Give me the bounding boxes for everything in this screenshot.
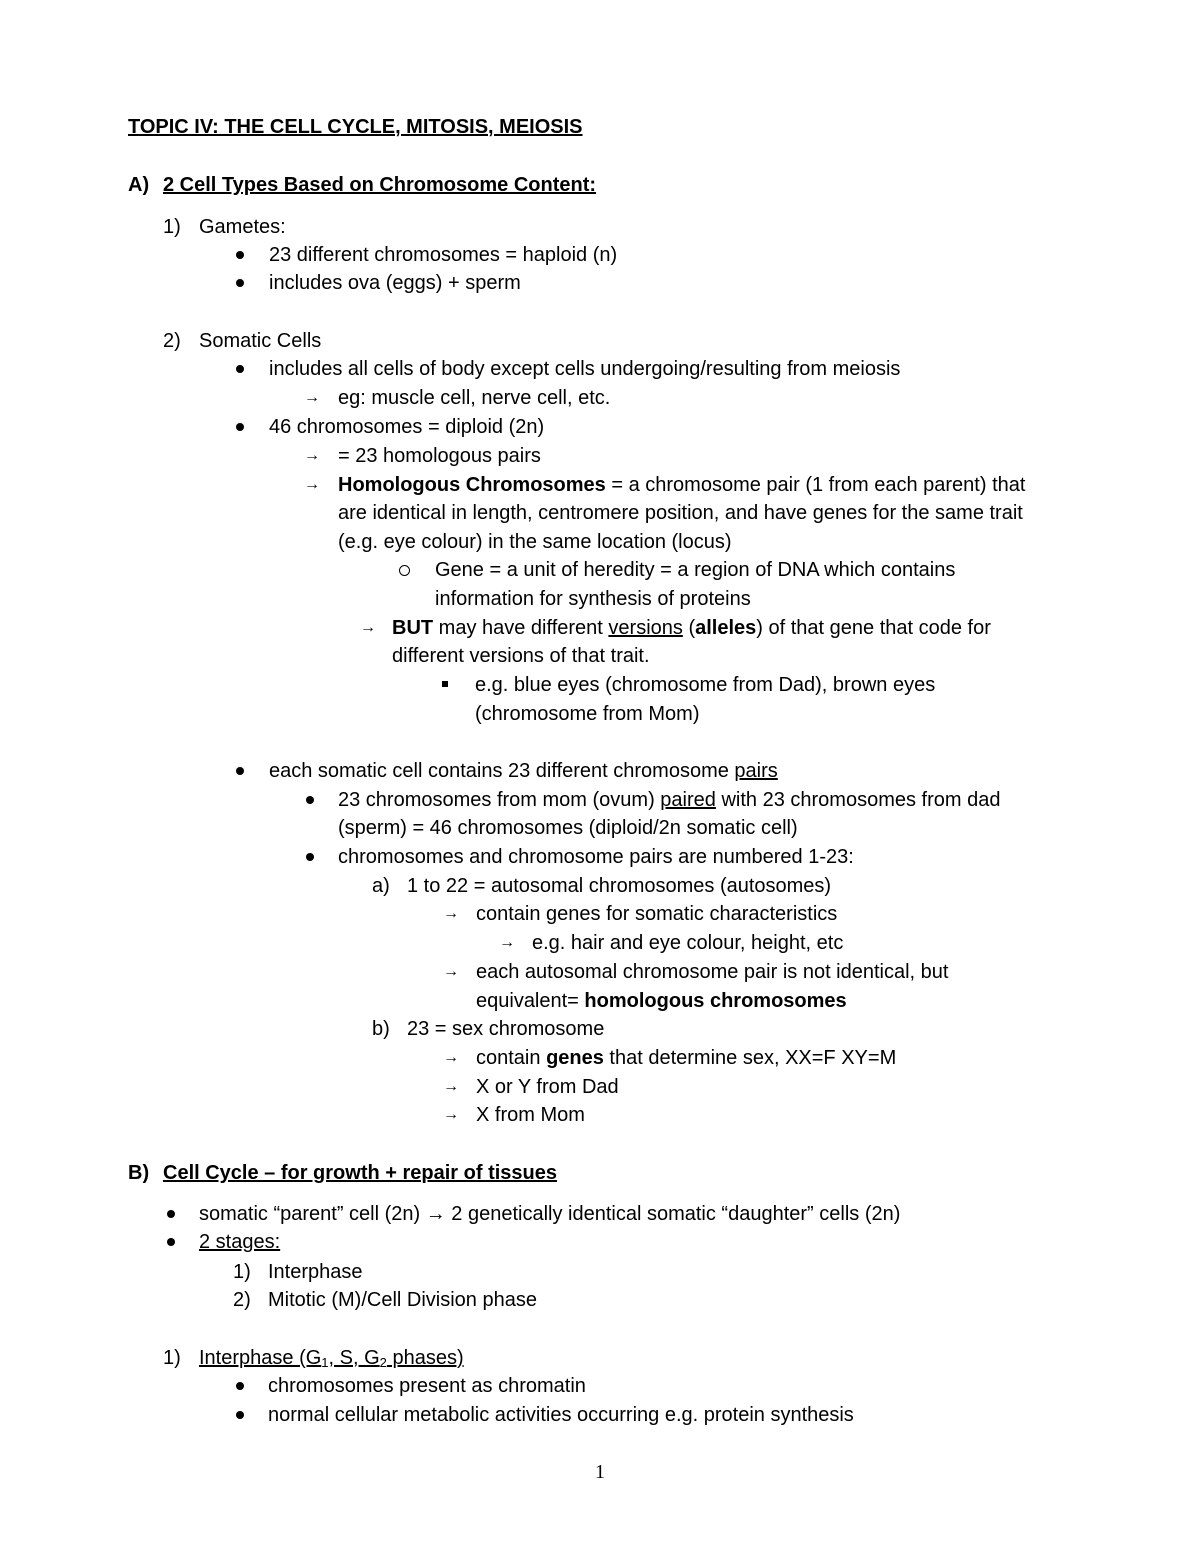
bullet-icon (236, 1411, 244, 1419)
interphase-heading (199, 1345, 464, 1371)
bullet-icon (306, 796, 314, 804)
numbered-line: chromosomes and chromosome pairs are numbered 1-23: (338, 846, 854, 868)
interphase-text-c: phases) (386, 1347, 464, 1369)
sub-item-b-label: b) (372, 1018, 390, 1040)
interphase-sub-2: 2 (379, 1355, 387, 1370)
interphase-text-a: Interphase (G (199, 1347, 322, 1369)
homologous-definition-line-3: (e.g. eye colour) in the same location (locus) (338, 531, 732, 553)
bullet-icon (167, 1210, 175, 1218)
interphase-bullet-1: chromosomes present as chromatin (268, 1375, 586, 1397)
alleles-text-b: ( (682, 617, 696, 639)
interphase-text-b: , S, G (328, 1347, 380, 1369)
arrow-right-icon: → (443, 1078, 459, 1095)
gene-definition-line-1: Gene = a unit of heredity = a region of DNA which contains (435, 559, 956, 581)
homologous-pairs: = 23 homologous pairs (338, 445, 541, 467)
equivalent-text: equivalent= (476, 990, 585, 1012)
from-mom-line: X from Mom (476, 1104, 585, 1126)
paired-text-b: with 23 chromosomes from dad (715, 789, 1001, 811)
bullet-icon (306, 853, 314, 861)
square-bullet-icon (442, 681, 448, 687)
item-2-text: Somatic Cells (199, 330, 322, 352)
hollow-bullet-icon (399, 565, 410, 576)
homologous-definition-line-1 (338, 472, 1025, 498)
autosomes-pair-line-2 (476, 988, 847, 1014)
sex-genes-a: contain (476, 1047, 547, 1069)
gene-definition-line-2: information for synthesis of proteins (435, 588, 751, 610)
stage-2-label: 2) (233, 1289, 251, 1311)
gametes-bullet-1: 23 different chromosomes = haploid (n) (269, 244, 618, 266)
paired-line-1 (338, 787, 1000, 813)
section-a-label: A) (128, 174, 150, 196)
bullet-icon (236, 423, 244, 431)
arrow-right-icon: → (443, 1049, 459, 1066)
sex-chromosome-line: 23 = sex chromosome (407, 1018, 605, 1040)
pairs-word: pairs (734, 760, 778, 782)
versions-word: versions (608, 617, 683, 639)
from-dad-line: X or Y from Dad (476, 1076, 619, 1098)
eye-example-line-1: e.g. blue eyes (chromosome from Dad), brown eyes (475, 674, 936, 696)
somatic-example: eg: muscle cell, nerve cell, etc. (338, 387, 611, 409)
gametes-bullet-2: includes ova (eggs) + sperm (269, 272, 521, 294)
arrow-right-icon: → (443, 963, 459, 980)
alleles-text-c: ) of that gene that code for (756, 617, 991, 639)
paired-line-2: (sperm) = 46 chromosomes (diploid/2n somatic cell) (338, 817, 798, 839)
pairs-bullet (269, 758, 778, 784)
alleles-text-a: may have different (433, 617, 609, 639)
arrow-right-icon: → (443, 905, 459, 922)
section-a-heading: 2 Cell Types Based on Chromosome Content: (163, 174, 597, 196)
bullet-icon (236, 251, 244, 259)
eye-example-line-2: (chromosome from Mom) (475, 703, 700, 725)
bullet-icon (167, 1238, 175, 1246)
but-word: BUT (392, 617, 434, 639)
interphase-sub-1: 1 (321, 1355, 329, 1370)
arrow-right-icon: → (304, 447, 320, 464)
stage-1-label: 1) (233, 1261, 251, 1283)
section-b-heading: Cell Cycle – for growth + repair of tissues (163, 1162, 558, 1184)
arrow-right-icon: → (443, 1106, 459, 1123)
arrow-right-icon: → (499, 934, 515, 951)
autosomes-genes: contain genes for somatic characteristics (476, 903, 838, 925)
arrow-right-icon: → (360, 619, 376, 636)
paired-word: paired (660, 789, 716, 811)
homologous-term: Homologous Chromosomes (338, 474, 606, 496)
somatic-bullet-1: includes all cells of body except cells undergoing/resulting from meiosis (269, 358, 901, 380)
autosomes-line: 1 to 22 = autosomal chromosomes (autosomes) (407, 875, 832, 897)
genes-word: genes (546, 1047, 604, 1069)
bullet-icon (236, 1382, 244, 1390)
item-1-label: 1) (163, 216, 181, 238)
paired-text-a: 23 chromosomes from mom (ovum) (338, 789, 661, 811)
stage-1-text: Interphase (268, 1261, 363, 1283)
page-number: 1 (595, 1461, 605, 1483)
homologous-chromosomes-term: homologous chromosomes (584, 990, 847, 1012)
page-title: TOPIC IV: THE CELL CYCLE, MITOSIS, MEIOSIS (128, 116, 583, 138)
homologous-definition-line-2: are identical in length, centromere position, and have genes for the same trait (338, 502, 1023, 524)
pairs-text: each somatic cell contains 23 different chromosome (269, 760, 735, 782)
autosomes-example: e.g. hair and eye colour, height, etc (532, 932, 844, 954)
arrow-right-icon: → (304, 389, 320, 406)
item-1-text: Gametes: (199, 216, 286, 238)
sex-genes-b: that determine sex, XX=F XY=M (603, 1047, 897, 1069)
alleles-line-2: different versions of that trait. (392, 645, 650, 667)
homologous-def-text: = a chromosome pair (1 from each parent) that (605, 474, 1026, 496)
alleles-line-1 (392, 615, 991, 641)
interphase-bullet-2: normal cellular metabolic activities occurring e.g. protein synthesis (268, 1404, 854, 1426)
interphase-label: 1) (163, 1347, 181, 1369)
somatic-bullet-2: 46 chromosomes = diploid (2n) (269, 416, 545, 438)
bullet-icon (236, 279, 244, 287)
arrow-right-icon: → (304, 476, 320, 493)
autosomes-pair-line-1: each autosomal chromosome pair is not identical, but (476, 961, 949, 983)
bullet-icon (236, 365, 244, 373)
stage-2-text: Mitotic (M)/Cell Division phase (268, 1289, 537, 1311)
alleles-word: alleles (695, 617, 757, 639)
sub-item-a-label: a) (372, 875, 390, 897)
cell-cycle-bullet: somatic “parent” cell (2n) → 2 genetically identical somatic “daughter” cells (2n) (199, 1203, 901, 1225)
bullet-icon (236, 767, 244, 775)
sex-genes-line (476, 1045, 896, 1071)
stages-bullet: 2 stages: (199, 1231, 281, 1253)
section-b-label: B) (128, 1162, 150, 1184)
item-2-label: 2) (163, 330, 181, 352)
